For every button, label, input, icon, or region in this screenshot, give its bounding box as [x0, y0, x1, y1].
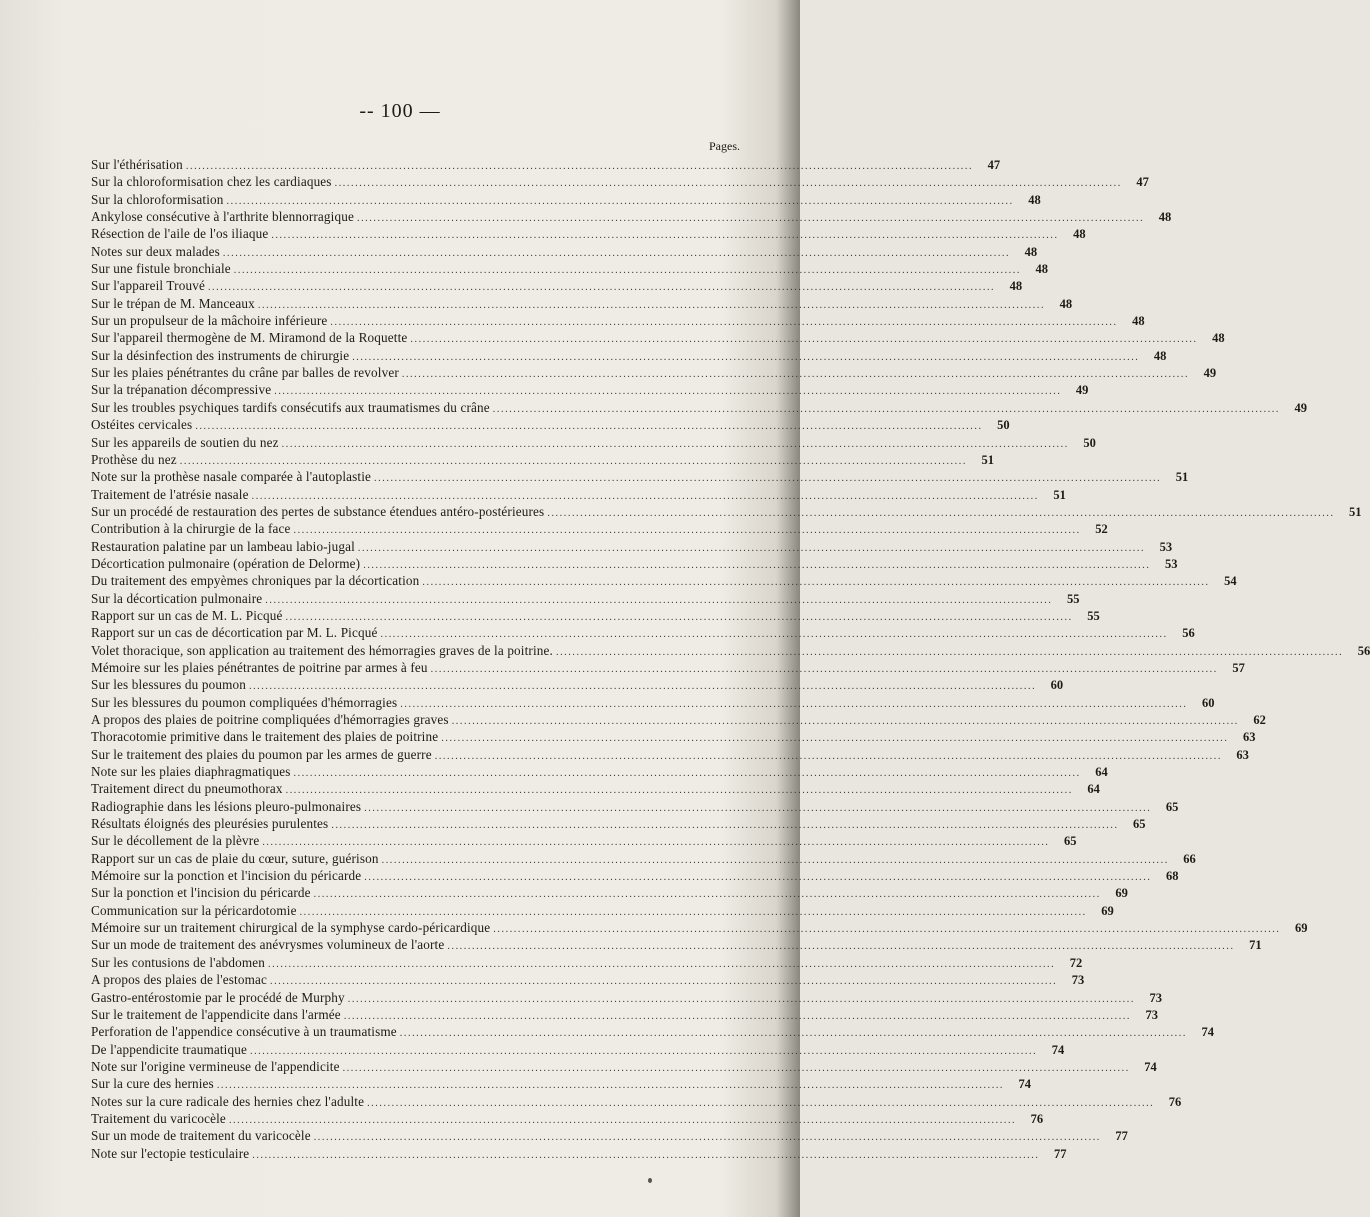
dot-leader: [364, 800, 1151, 817]
toc-entry: [91, 850, 1196, 867]
toc-entry: [91, 347, 1167, 364]
toc-entry: [91, 607, 1100, 624]
toc-entry-page: 48: [1158, 210, 1172, 225]
toc-entry: [91, 1110, 1044, 1127]
toc-entry-title: Traitement du varicocèle: [91, 1110, 226, 1126]
toc-entry-title: Sur les blessures du poumon compliquées d'hémorragies: [91, 694, 398, 710]
toc-entry-page: 72: [1069, 955, 1083, 970]
toc-entry-title: Contribution à la chirurgie de la face: [91, 521, 291, 537]
toc-entry: [91, 902, 1114, 919]
toc-entry: [91, 434, 1096, 451]
toc-entry-title: Sur l'éthérisation: [91, 157, 183, 172]
toc-entry-page: 56: [1182, 626, 1195, 641]
pages-column-header: Pages.: [709, 139, 740, 153]
toc-entry-title: Gastro-entérostomie par le procédé de Murphy: [91, 989, 345, 1005]
dot-leader: [382, 852, 1169, 869]
toc-entry: [91, 832, 1077, 849]
toc-entry: [91, 1023, 1214, 1040]
dot-leader: [195, 418, 982, 435]
toc-entry: [91, 954, 1083, 971]
ink-speck: [648, 1178, 652, 1183]
toc-entry-page: 77: [1115, 1129, 1128, 1144]
toc-entry-title: Sur les contusions de l'abdomen: [91, 954, 266, 970]
toc-entry: [91, 243, 1038, 260]
dot-leader: [250, 1043, 1037, 1060]
toc-entry-page: 73: [1071, 973, 1085, 988]
toc-entry: [91, 780, 1100, 797]
dot-leader: [357, 210, 1144, 227]
toc-entry-page: 56: [1357, 643, 1370, 658]
toc-entry-page: 69: [1115, 886, 1128, 901]
toc-entry-page: 48: [1059, 296, 1073, 311]
toc-entry-title: Traitement direct du pneumothorax: [91, 781, 283, 797]
toc-entry: [91, 728, 1256, 745]
dot-leader: [271, 227, 1058, 244]
dot-leader: [447, 938, 1234, 955]
toc-entry-title: Sur un mode de traitement des anévrysmes volumineux de l'aorte: [91, 937, 445, 953]
toc-entry-page: 57: [1232, 660, 1245, 675]
dot-leader: [493, 921, 1280, 938]
dot-leader: [352, 349, 1139, 366]
toc-entry-page: 60: [1201, 695, 1215, 710]
toc-entry: [91, 572, 1237, 589]
dot-leader: [282, 436, 1069, 453]
toc-entry: [91, 867, 1179, 884]
toc-entry-title: Résection de l'aile de l'os iliaque: [91, 226, 269, 242]
toc-entry-title: Thoracotomie primitive dans le traitement des plaies de poitrine: [91, 729, 439, 745]
toc-entry-title: Note sur l'origine vermineuse de l'appendicite: [91, 1058, 340, 1074]
dot-leader: [441, 730, 1228, 747]
toc-entry-page: 73: [1149, 990, 1162, 1005]
toc-entry: [91, 1093, 1182, 1110]
toc-entry-page: 48: [1212, 331, 1225, 346]
toc-entry: [91, 989, 1162, 1006]
toc-entry-title: Sur l'appareil Trouvé: [91, 278, 205, 294]
toc-entry-page: 51: [1175, 470, 1189, 485]
toc-entry: [91, 295, 1073, 312]
toc-entry-page: 48: [1132, 314, 1145, 329]
toc-entry-page: 55: [1066, 591, 1080, 606]
toc-entry: [91, 555, 1178, 572]
toc-entry: [91, 503, 1362, 520]
toc-entry-page: 53: [1164, 556, 1178, 571]
toc-entry-title: Note sur l'ectopie testiculaire: [91, 1145, 250, 1161]
toc-entry: [91, 694, 1215, 711]
toc-entry-page: 52: [1095, 522, 1108, 537]
dot-leader: [358, 540, 1145, 557]
toc-entry-title: Sur la trépanation décompressive: [91, 382, 272, 398]
toc-entry: [91, 624, 1195, 641]
toc-entry-title: Sur la désinfection des instruments de chirurgie: [91, 347, 350, 363]
toc-entry-title: Sur les appareils de soutien du nez: [91, 434, 279, 450]
dot-leader: [331, 817, 1118, 834]
dot-leader: [364, 869, 1151, 886]
toc-entry-page: 48: [1024, 244, 1038, 259]
toc-entry: [91, 468, 1189, 485]
toc-entry-title: Sur le traitement de l'appendicite dans l'armée: [91, 1006, 341, 1022]
dot-leader: [294, 765, 1081, 782]
toc-entry-page: 48: [1073, 227, 1086, 242]
toc-entry-page: 53: [1159, 539, 1173, 554]
dot-leader: [402, 366, 1189, 383]
toc-entry-page: 51: [981, 452, 994, 467]
toc-entry-title: A propos des plaies de l'estomac: [91, 972, 268, 988]
toc-entry: [91, 1041, 1065, 1058]
toc-entry-title: Sur un procédé de restauration des pertes de substance étendues antéro-postérieures: [91, 503, 545, 519]
toc-entry-title: Sur la décortication pulmonaire: [91, 590, 263, 606]
dot-leader: [294, 522, 1081, 539]
toc-entry: [91, 208, 1172, 225]
dot-leader: [547, 505, 1334, 522]
toc-entry-page: 49: [1294, 400, 1307, 415]
dot-leader: [268, 956, 1055, 973]
toc-entry-title: Rapport sur un cas de plaie du cœur, suture, guérison: [91, 850, 379, 866]
toc-entry-title: Prothèse du nez: [91, 451, 177, 467]
toc-entry-title: Sur le traitement des plaies du poumon par les armes de guerre: [91, 746, 432, 762]
dot-leader: [363, 557, 1150, 574]
toc-entry-page: 69: [1295, 921, 1308, 936]
toc-entry-page: 71: [1249, 938, 1262, 953]
dot-leader: [270, 973, 1057, 990]
toc-entry: [91, 191, 1041, 208]
toc-entry: [91, 590, 1080, 607]
toc-entry-page: 48: [1028, 192, 1041, 207]
dot-leader: [435, 748, 1222, 765]
toc-entry-title: Communication sur la péricardotomie: [91, 902, 297, 918]
toc-entry-title: Traitement de l'atrésie nasale: [91, 486, 249, 502]
toc-entry: [91, 1145, 1067, 1162]
toc-entry: [91, 416, 1010, 433]
toc-entry: [91, 676, 1064, 693]
dot-leader: [286, 609, 1073, 626]
toc-entry-page: 49: [1075, 383, 1089, 398]
toc-entry-page: 63: [1242, 730, 1256, 745]
dot-leader: [229, 1112, 1016, 1129]
toc-entry-page: 65: [1064, 834, 1077, 849]
toc-entry: [91, 763, 1108, 780]
toc-entry-title: Sur une fistule bronchiale: [91, 261, 231, 277]
toc-entry: [91, 815, 1146, 832]
toc-entry-title: Sur un propulseur de la mâchoire inférieure: [91, 313, 328, 329]
dot-leader: [335, 175, 1122, 192]
toc-entry: [91, 1075, 1032, 1092]
toc-entry: [91, 711, 1266, 728]
toc-entry-title: Mémoire sur un traitement chirurgical de la symphyse cardo-péricardique: [91, 920, 491, 936]
toc-entry-title: Radiographie dans les lésions pleuro-pulmonaires: [91, 798, 362, 814]
toc-entry-page: 48: [1035, 262, 1048, 277]
toc-entry: [91, 971, 1085, 988]
toc-entry-title: Note sur la prothèse nasale comparée à l'autoplastie: [91, 469, 372, 485]
toc-entry: [91, 486, 1066, 503]
toc-entry-title: Notes sur deux malades: [91, 243, 220, 259]
toc-entry-page: 47: [1136, 175, 1149, 190]
dot-leader: [252, 1147, 1039, 1164]
toc-entry-page: 48: [1153, 348, 1167, 363]
dot-leader: [452, 713, 1239, 730]
page-number: -- 100 —: [359, 100, 441, 122]
dot-leader: [348, 991, 1135, 1008]
toc-entry-title: A propos des plaies de poitrine compliquées d'hémorragies graves: [91, 712, 449, 727]
toc-entry-title: Sur les troubles psychiques tardifs consécutifs aux traumatismes du crâne: [91, 399, 490, 415]
toc-entry: [91, 277, 1023, 294]
dot-leader: [330, 314, 1117, 331]
toc-entry-title: Sur la chloroformisation: [91, 191, 224, 207]
toc-entry-title: Sur le trépan de M. Manceaux: [91, 295, 255, 311]
toc-entry: [91, 1006, 1159, 1023]
dot-leader: [431, 661, 1218, 678]
dot-leader: [410, 331, 1197, 348]
toc-entry-page: 74: [1051, 1042, 1065, 1057]
toc-entry-title: Rapport sur un cas de décortication par M. L. Picqué: [91, 625, 378, 641]
toc-entry-title: Sur la ponction et l'incision du péricarde: [91, 885, 311, 901]
toc-entry: [91, 919, 1308, 936]
toc-entry-page: 68: [1165, 869, 1179, 884]
dot-leader: [400, 1025, 1187, 1042]
dot-leader: [344, 1008, 1131, 1025]
toc-entry-page: 47: [987, 158, 1001, 172]
toc-entry-title: Du traitement des empyèmes chroniques par la décortication: [91, 573, 420, 589]
toc-entry-page: 77: [1053, 1146, 1067, 1161]
dot-leader: [493, 401, 1280, 418]
toc-entry-page: 64: [1087, 782, 1100, 797]
toc-entry: [91, 1127, 1128, 1144]
toc-entry-page: 64: [1095, 765, 1108, 780]
toc-entry-title: Sur les blessures du poumon: [91, 677, 246, 693]
toc-entry: [91, 364, 1217, 381]
toc-entry-page: 51: [1053, 487, 1066, 502]
toc-entry-title: Sur la cure des hernies: [91, 1076, 214, 1092]
toc-entry: [91, 225, 1086, 242]
toc-entry-page: 66: [1183, 851, 1196, 866]
dot-leader: [422, 574, 1209, 591]
toc-entry-title: Perforation de l'appendice consécutive à un traumatisme: [91, 1024, 397, 1040]
toc-entry-title: Résultats éloignés des pleurésies purulentes: [91, 816, 329, 832]
toc-entry: [91, 884, 1128, 901]
dot-leader: [314, 1129, 1101, 1146]
dot-leader: [286, 782, 1073, 799]
toc-entry: [91, 329, 1225, 346]
toc-entry: [91, 798, 1179, 815]
toc-entry-title: Volet thoracique, son application au traitement des hémorragies graves de la poitrine.: [91, 642, 553, 658]
toc-entry: [91, 451, 994, 468]
toc-entry: [91, 1058, 1157, 1075]
toc-entry-page: 54: [1224, 574, 1237, 589]
toc-entry: [91, 399, 1307, 416]
toc-entry-page: 62: [1253, 713, 1266, 727]
toc-entry-title: Ostéites cervicales: [91, 417, 193, 433]
toc-entry-title: Sur l'appareil thermogène de M. Miramond de la Roquette: [91, 330, 408, 346]
toc-entry-title: Sur les plaies pénétrantes du crâne par balles de revolver: [91, 365, 399, 381]
toc-entry-page: 60: [1050, 678, 1064, 693]
toc-entry-title: Note sur les plaies diaphragmatiques: [91, 764, 291, 780]
toc-entry-title: Sur la chloroformisation chez les cardiaques: [91, 174, 332, 190]
toc-entry-title: Restauration palatine par un lambeau labio-jugal: [91, 538, 355, 554]
toc-entry-title: Sur un mode de traitement du varicocèle: [91, 1128, 311, 1144]
toc-entry-page: 50: [1083, 435, 1096, 450]
dot-leader: [400, 696, 1187, 713]
toc-entry-page: 50: [997, 418, 1010, 433]
dot-leader: [556, 644, 1343, 661]
dot-leader: [208, 279, 995, 296]
toc-entry-title: Ankylose consécutive à l'arthrite blennorragique: [91, 209, 354, 225]
toc-entry-page: 74: [1201, 1025, 1214, 1040]
toc-entry-page: 74: [1018, 1077, 1032, 1092]
toc-entry-page: 49: [1203, 366, 1217, 381]
toc-entry-page: 74: [1144, 1059, 1157, 1074]
toc-entry: [91, 156, 1001, 173]
toc-entry-page: 69: [1101, 903, 1114, 918]
dot-leader: [314, 886, 1101, 903]
toc-entry-title: De l'appendicite traumatique: [91, 1041, 247, 1057]
toc-entry-title: Décortication pulmonaire (opération de Delorme): [91, 555, 361, 571]
dot-leader: [223, 245, 1010, 262]
dot-leader: [374, 470, 1161, 487]
dot-leader: [343, 1060, 1130, 1077]
toc-entry-page: 76: [1030, 1111, 1044, 1126]
toc-entry: [91, 936, 1262, 953]
toc-entry-page: 51: [1349, 504, 1362, 519]
toc-entry-title: Mémoire sur la ponction et l'incision du péricarde: [91, 868, 362, 884]
toc-entry: [91, 538, 1173, 555]
toc-entry: [91, 746, 1249, 763]
table-of-contents: [91, 156, 1370, 1162]
toc-entry-page: 48: [1009, 279, 1023, 294]
toc-entry: [91, 520, 1108, 537]
toc-entry-page: 76: [1168, 1094, 1182, 1109]
toc-entry-page: 65: [1133, 817, 1146, 832]
toc-entry: [91, 312, 1145, 329]
toc-entry-title: Notes sur la cure radicale des hernies chez l'adulte: [91, 1093, 365, 1109]
dot-leader: [265, 592, 1052, 609]
toc-entry-page: 65: [1165, 799, 1179, 814]
toc-entry: [91, 642, 1370, 659]
toc-entry: [91, 381, 1089, 398]
dot-leader: [234, 262, 1021, 279]
toc-entry: [91, 173, 1149, 190]
toc-entry-page: 73: [1145, 1007, 1159, 1022]
toc-entry-page: 63: [1236, 747, 1249, 762]
toc-entry: [91, 260, 1048, 277]
toc-entry-title: Mémoire sur les plaies pénétrantes de poitrine par armes à feu: [91, 659, 428, 675]
toc-entry-page: 55: [1087, 608, 1100, 623]
toc-entry: [91, 659, 1245, 676]
toc-entry-title: Rapport sur un cas de M. L. Picqué: [91, 607, 283, 623]
dot-leader: [262, 834, 1049, 851]
toc-entry-title: Sur le décollement de la plèvre: [91, 833, 260, 849]
dot-leader: [367, 1095, 1154, 1112]
dot-leader: [258, 297, 1045, 314]
